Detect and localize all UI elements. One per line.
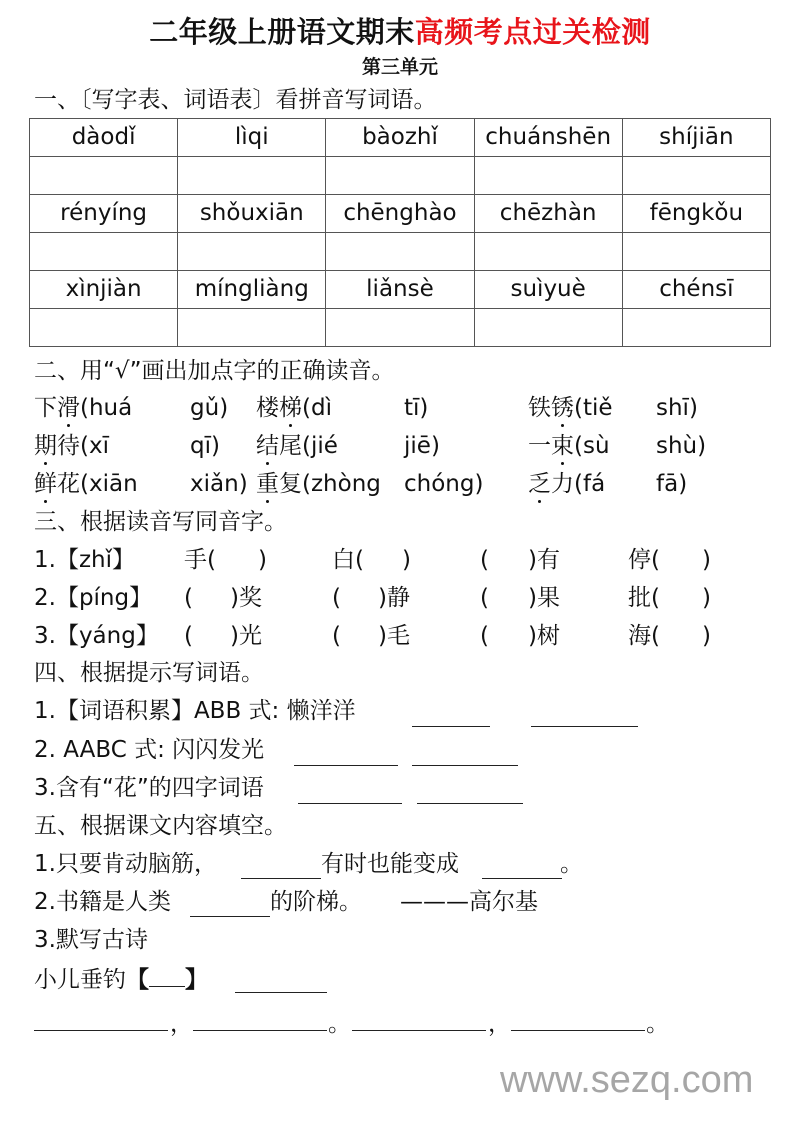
homophone-fragment: 批( bbox=[628, 585, 660, 611]
paren-open: ( bbox=[302, 433, 311, 459]
pinyin-option[interactable]: fā bbox=[656, 471, 679, 497]
pinyin-option[interactable]: huá bbox=[88, 395, 133, 421]
section1-heading: 一、〔写字表、词语表〕看拼音写词语。 bbox=[34, 87, 437, 113]
paren-close: ) bbox=[688, 395, 698, 421]
title-highlight: 高频考点过关检测 bbox=[414, 15, 651, 49]
answer-row bbox=[30, 309, 771, 347]
poem-line-blank[interactable] bbox=[511, 1008, 645, 1031]
section5-heading: 五、根据课文内容填空。 bbox=[34, 813, 287, 839]
homophone-fragment: ( bbox=[480, 585, 489, 611]
homophone-fragment: ) bbox=[258, 547, 267, 573]
poem-title: 小儿垂钓 bbox=[34, 967, 126, 993]
paren-open: ( bbox=[80, 395, 89, 421]
punct: ， bbox=[170, 1011, 193, 1037]
paren-close: ) bbox=[678, 471, 688, 497]
word-item-text: 1.【词语积累】ABB 式: 懒洋洋 bbox=[34, 698, 356, 724]
paren-close: ) bbox=[219, 395, 229, 421]
dotted-word bbox=[528, 468, 605, 500]
word-char: 花 bbox=[57, 471, 80, 497]
paren-close: ) bbox=[430, 433, 440, 459]
fill-item-3: 3.默写古诗 bbox=[34, 927, 148, 953]
dotted-char: 结 bbox=[256, 430, 279, 462]
pinyin-cell: rényíng bbox=[30, 195, 178, 233]
pinyin-option-2 bbox=[404, 468, 483, 500]
quote-author: ———高尔基 bbox=[400, 889, 538, 915]
pinyin-option[interactable]: xiān bbox=[88, 471, 138, 497]
pinyin-option[interactable]: jié bbox=[310, 433, 338, 459]
dotted-word bbox=[528, 430, 610, 462]
homophone-fragment: 海( bbox=[628, 623, 660, 649]
pinyin-cell: xìnjiàn bbox=[30, 271, 178, 309]
homophone-fragment: ( bbox=[184, 623, 193, 649]
answer-cell[interactable] bbox=[622, 157, 770, 195]
page-title bbox=[0, 14, 800, 50]
pinyin-option[interactable]: shī bbox=[656, 395, 689, 421]
homophone-fragment: )光 bbox=[230, 623, 262, 649]
pinyin-cell: lìqi bbox=[178, 119, 326, 157]
word-item-3 bbox=[34, 772, 264, 804]
pinyin-option[interactable]: dì bbox=[310, 395, 332, 421]
punct: 。 bbox=[328, 1011, 351, 1037]
homophone-fragment: 停( bbox=[628, 547, 660, 573]
answer-cell[interactable] bbox=[622, 233, 770, 271]
homophone-fragment: )奖 bbox=[230, 585, 262, 611]
word-char: 一 bbox=[528, 433, 551, 459]
homophone-fragment: ( bbox=[332, 585, 341, 611]
fill-text-mid: 的阶梯。 bbox=[270, 889, 362, 915]
dotted-word bbox=[34, 430, 109, 462]
answer-blank[interactable] bbox=[298, 781, 402, 804]
answer-cell[interactable] bbox=[474, 309, 622, 347]
paren-close: ) bbox=[419, 395, 429, 421]
pinyin-option[interactable]: qī bbox=[190, 433, 211, 459]
poem-line-blank[interactable] bbox=[34, 1008, 168, 1031]
word-char: 待 bbox=[57, 433, 80, 459]
paren-open: ( bbox=[80, 433, 89, 459]
punct: 。 bbox=[646, 1011, 669, 1037]
pinyin-label: 2.【píng】 bbox=[34, 585, 153, 611]
answer-blank[interactable] bbox=[482, 856, 562, 879]
poem-line-blank[interactable] bbox=[193, 1008, 327, 1031]
answer-cell[interactable] bbox=[326, 233, 474, 271]
pinyin-cell: míngliàng bbox=[178, 271, 326, 309]
pinyin-option[interactable]: chóng bbox=[404, 471, 475, 497]
answer-cell[interactable] bbox=[178, 309, 326, 347]
dotted-word bbox=[34, 468, 138, 500]
pinyin-option-2 bbox=[190, 468, 248, 500]
dotted-char: 乏 bbox=[528, 468, 551, 500]
page-subtitle: 第三单元 bbox=[361, 56, 438, 78]
paren-open: ( bbox=[302, 471, 311, 497]
pinyin-cell: bàozhǐ bbox=[326, 119, 474, 157]
pinyin-option[interactable]: shù bbox=[656, 433, 698, 459]
homophone-fragment: )毛 bbox=[378, 623, 410, 649]
bracket-open: 【 bbox=[126, 967, 149, 993]
answer-cell[interactable] bbox=[30, 233, 178, 271]
fill-item-1 bbox=[34, 848, 217, 880]
word-item-1 bbox=[34, 695, 356, 727]
word-item-2 bbox=[34, 734, 264, 766]
pinyin-cell: shǒuxiān bbox=[178, 195, 326, 233]
paren-close: ) bbox=[697, 433, 707, 459]
dotted-char: 锈 bbox=[551, 392, 574, 424]
dotted-word bbox=[256, 468, 381, 500]
section2-heading: 二、用“√”画出加点字的正确读音。 bbox=[34, 358, 395, 384]
pinyin-cell: shíjiān bbox=[622, 119, 770, 157]
pinyin-row bbox=[30, 271, 771, 309]
answer-cell[interactable] bbox=[178, 157, 326, 195]
pinyin-cell: chuánshēn bbox=[474, 119, 622, 157]
answer-row bbox=[30, 233, 771, 271]
word-char: 楼 bbox=[256, 395, 279, 421]
pinyin-option[interactable]: xiǎn bbox=[190, 471, 239, 497]
pinyin-row bbox=[30, 119, 771, 157]
word-char: 下 bbox=[34, 395, 57, 421]
pinyin-option-2 bbox=[656, 392, 698, 424]
pinyin-option[interactable]: xī bbox=[88, 433, 109, 459]
pinyin-cell: fēngkǒu bbox=[622, 195, 770, 233]
poem-title-line bbox=[34, 964, 208, 996]
fill-text: 2.书籍是人类 bbox=[34, 889, 171, 915]
dotted-char: 鲜 bbox=[34, 468, 57, 500]
pinyin-option-2 bbox=[404, 430, 440, 462]
homophone-fragment: )树 bbox=[528, 623, 560, 649]
paren-open: ( bbox=[302, 395, 311, 421]
word-char: 铁 bbox=[528, 395, 551, 421]
pinyin-cell: chénsī bbox=[622, 271, 770, 309]
dynasty-blank[interactable] bbox=[149, 964, 185, 987]
answer-cell[interactable] bbox=[622, 309, 770, 347]
pinyin-table bbox=[29, 118, 771, 347]
word-char: 尾 bbox=[279, 433, 302, 459]
answer-blank[interactable] bbox=[417, 781, 523, 804]
pinyin-option[interactable]: jiē bbox=[404, 433, 431, 459]
pinyin-cell: chēzhàn bbox=[474, 195, 622, 233]
answer-row bbox=[30, 157, 771, 195]
dotted-char: 梯 bbox=[279, 392, 302, 424]
homophone-fragment: ( bbox=[332, 623, 341, 649]
section4-heading: 四、根据提示写词语。 bbox=[34, 660, 264, 686]
pinyin-cell: chēnghào bbox=[326, 195, 474, 233]
pinyin-option-2 bbox=[190, 392, 228, 424]
pinyin-option-2 bbox=[656, 430, 706, 462]
pinyin-option-2 bbox=[190, 430, 220, 462]
dotted-word bbox=[256, 392, 332, 424]
pinyin-option[interactable]: tī bbox=[404, 395, 420, 421]
homophone-fragment: ( bbox=[480, 623, 489, 649]
homophone-fragment: )静 bbox=[378, 585, 410, 611]
word-item-text: 2. AABC 式: 闪闪发光 bbox=[34, 737, 265, 763]
fill-text-mid: 有时也能变成 bbox=[321, 851, 459, 877]
homophone-fragment: ) bbox=[702, 547, 711, 573]
pinyin-row bbox=[30, 195, 771, 233]
pinyin-cell: suìyuè bbox=[474, 271, 622, 309]
answer-blank[interactable] bbox=[412, 704, 490, 727]
answer-blank[interactable] bbox=[241, 856, 321, 879]
dotted-char: 滑 bbox=[57, 392, 80, 424]
fill-text: 1.只要肯动脑筋， bbox=[34, 851, 217, 877]
pinyin-label: 3.【yáng】 bbox=[34, 623, 159, 649]
dotted-word bbox=[256, 430, 338, 462]
answer-cell[interactable] bbox=[474, 233, 622, 271]
author-blank[interactable] bbox=[235, 970, 327, 993]
answer-cell[interactable] bbox=[326, 309, 474, 347]
homophone-fragment: ) bbox=[702, 623, 711, 649]
bracket-close: 】 bbox=[185, 967, 208, 993]
homophone-fragment: ( bbox=[480, 547, 489, 573]
dotted-word bbox=[34, 392, 132, 424]
homophone-fragment: 手( bbox=[184, 547, 216, 573]
watermark: www.sezq.com bbox=[500, 1059, 754, 1101]
title-main: 二年级上册语文期末 bbox=[149, 15, 415, 49]
pinyin-cell: dàodǐ bbox=[30, 119, 178, 157]
homophone-fragment: ) bbox=[402, 547, 411, 573]
answer-cell[interactable] bbox=[30, 157, 178, 195]
section3-heading: 三、根据读音写同音字。 bbox=[34, 509, 287, 535]
homophone-fragment: ( bbox=[184, 585, 193, 611]
pinyin-option[interactable]: tiě bbox=[582, 395, 613, 421]
pinyin-option-2 bbox=[404, 392, 428, 424]
poem-line-blank[interactable] bbox=[352, 1008, 486, 1031]
word-char: 复 bbox=[279, 471, 302, 497]
homophone-fragment: )果 bbox=[528, 585, 560, 611]
homophone-fragment: 白( bbox=[332, 547, 364, 573]
homophone-fragment: )有 bbox=[528, 547, 560, 573]
dotted-char: 束 bbox=[551, 430, 574, 462]
fill-item-2 bbox=[34, 886, 171, 918]
paren-open: ( bbox=[574, 433, 583, 459]
pinyin-option[interactable]: fá bbox=[582, 471, 606, 497]
pinyin-option[interactable]: gǔ bbox=[190, 395, 220, 421]
answer-blank[interactable] bbox=[531, 704, 638, 727]
word-char: 力 bbox=[551, 471, 574, 497]
homophone-fragment: ) bbox=[702, 585, 711, 611]
paren-open: ( bbox=[574, 471, 583, 497]
paren-close: ) bbox=[238, 471, 248, 497]
paren-close: ) bbox=[474, 471, 484, 497]
answer-cell[interactable] bbox=[326, 157, 474, 195]
dotted-char: 重 bbox=[256, 468, 279, 500]
pinyin-option-2 bbox=[656, 468, 687, 500]
pinyin-option[interactable]: zhòng bbox=[310, 471, 381, 497]
paren-open: ( bbox=[80, 471, 89, 497]
answer-blank[interactable] bbox=[190, 894, 270, 917]
pinyin-option[interactable]: sù bbox=[582, 433, 610, 459]
paren-open: ( bbox=[574, 395, 583, 421]
answer-blank[interactable] bbox=[412, 743, 518, 766]
fill-text-end: 。 bbox=[560, 851, 583, 877]
dotted-word bbox=[528, 392, 613, 424]
paren-close: ) bbox=[211, 433, 220, 459]
dotted-char: 期 bbox=[34, 430, 57, 462]
answer-blank[interactable] bbox=[294, 743, 398, 766]
word-item-text: 3.含有“花”的四字词语 bbox=[34, 775, 264, 801]
punct: ， bbox=[488, 1011, 511, 1037]
pinyin-label: 1.【zhǐ】 bbox=[34, 547, 135, 573]
answer-cell[interactable] bbox=[178, 233, 326, 271]
answer-cell[interactable] bbox=[30, 309, 178, 347]
pinyin-cell: liǎnsè bbox=[326, 271, 474, 309]
answer-cell[interactable] bbox=[474, 157, 622, 195]
